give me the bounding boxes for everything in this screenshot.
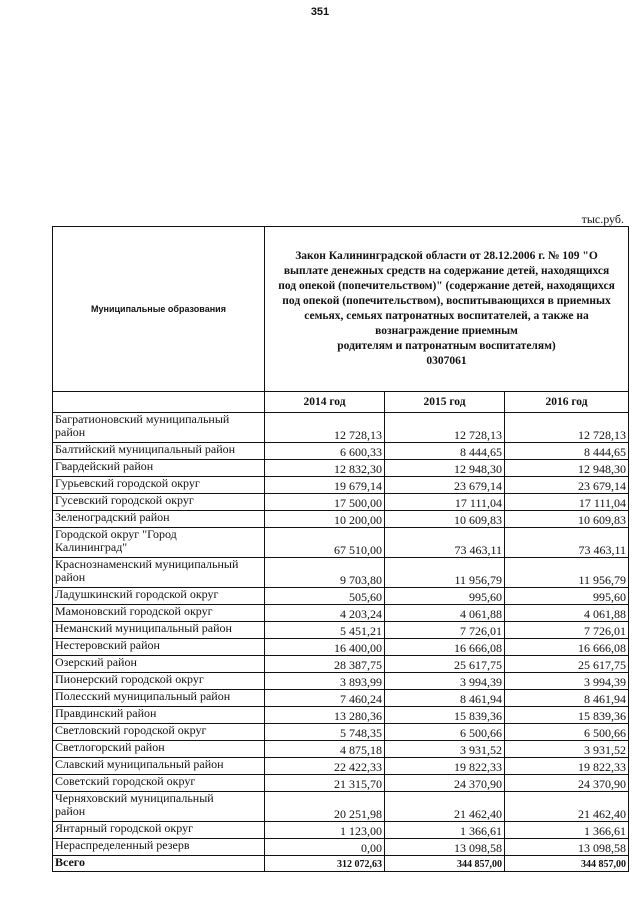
- value-2014: 12 832,30: [265, 460, 385, 477]
- value-2015: 995,60: [385, 588, 505, 605]
- municipality-name: [53, 822, 265, 839]
- municipality-name: [53, 494, 265, 511]
- value-2015: 13 098,58: [385, 839, 505, 856]
- value-2015: 10 609,83: [385, 511, 505, 528]
- value-2015: 8 444,65: [385, 443, 505, 460]
- value-2014: 9 703,80: [265, 558, 385, 588]
- value-2016: 8 461,94: [505, 690, 629, 707]
- table-row: [53, 477, 629, 494]
- table-row: [53, 724, 629, 741]
- value-2016: 16 666,08: [505, 639, 629, 656]
- value-2014: 13 280,36: [265, 707, 385, 724]
- value-2015: 17 111,04: [385, 494, 505, 511]
- value-2015: 25 617,75: [385, 656, 505, 673]
- table-row: [53, 839, 629, 856]
- value-2016: 12 728,13: [505, 413, 629, 443]
- municipality-name: [53, 673, 265, 690]
- municipality-name-line: район: [55, 570, 86, 584]
- value-2015: 21 462,40: [385, 792, 505, 822]
- table-row: [53, 656, 629, 673]
- value-2016: 3 931,52: [505, 741, 629, 758]
- value-2014: 67 510,00: [265, 528, 385, 558]
- value-2014: 22 422,33: [265, 758, 385, 775]
- table-row: [53, 775, 629, 792]
- value-2015: 4 061,88: [385, 605, 505, 622]
- municipality-name-line: Багратионовский муниципальный: [55, 412, 230, 426]
- table-header-row: [53, 227, 629, 392]
- municipality-name-line: Гвардейский район: [55, 459, 154, 473]
- value-2015: 8 461,94: [385, 690, 505, 707]
- value-2016: 995,60: [505, 588, 629, 605]
- value-2016: 1 366,61: [505, 822, 629, 839]
- table-row: [53, 792, 629, 822]
- municipality-name: [53, 477, 265, 494]
- value-2014: 4 203,24: [265, 605, 385, 622]
- municipality-name-line: Нестеровский район: [55, 638, 160, 652]
- value-2015: 23 679,14: [385, 477, 505, 494]
- law-column-header: [265, 227, 629, 392]
- law-code: 0307061: [426, 355, 467, 367]
- municipality-name: [53, 511, 265, 528]
- municipality-name-line: Черняховский муниципальный: [55, 791, 214, 805]
- law-line: под опекой (попечительством), воспитывающихся в приемных: [282, 295, 611, 307]
- value-2016: 12 948,30: [505, 460, 629, 477]
- value-2014: 16 400,00: [265, 639, 385, 656]
- value-2016: 23 679,14: [505, 477, 629, 494]
- page-number: 351: [310, 6, 330, 18]
- value-2014: 1 123,00: [265, 822, 385, 839]
- value-2015: 19 822,33: [385, 758, 505, 775]
- value-2016: 73 463,11: [505, 528, 629, 558]
- municipality-name-line: район: [55, 804, 86, 818]
- value-2014: 505,60: [265, 588, 385, 605]
- value-2015: 11 956,79: [385, 558, 505, 588]
- law-line: Закон Калининградской области от 28.12.2006 г. № 109 "О: [295, 250, 598, 262]
- municipality-name: [53, 622, 265, 639]
- table-row: [53, 639, 629, 656]
- table-row: [53, 605, 629, 622]
- value-2015: 12 728,13: [385, 413, 505, 443]
- municipality-name-line: Славский муниципальный район: [55, 757, 224, 771]
- value-2014: 7 460,24: [265, 690, 385, 707]
- table-row: [53, 622, 629, 639]
- table-row: [53, 741, 629, 758]
- law-line: выплате денежных средств на содержание детей, находящихся: [283, 265, 610, 277]
- year-2014-header: 2014 год: [265, 392, 385, 413]
- municipality-name: [53, 605, 265, 622]
- law-line: родителям и патронатным воспитателям): [337, 340, 556, 352]
- value-2016: 19 822,33: [505, 758, 629, 775]
- value-2016: 25 617,75: [505, 656, 629, 673]
- year-2016-header: 2016 год: [505, 392, 629, 413]
- value-2015: 1 366,61: [385, 822, 505, 839]
- total-row: [53, 856, 629, 872]
- value-2015: 24 370,90: [385, 775, 505, 792]
- municipality-name: [53, 741, 265, 758]
- value-2015: 3 994,39: [385, 673, 505, 690]
- total-2016: 344 857,00: [505, 856, 629, 872]
- table-row: [53, 413, 629, 443]
- municipality-name: [53, 792, 265, 822]
- table-row: [53, 511, 629, 528]
- table-row: [53, 494, 629, 511]
- empty-header-cell: [53, 392, 265, 413]
- table-body: [53, 413, 629, 872]
- table-row: [53, 558, 629, 588]
- value-2016: 24 370,90: [505, 775, 629, 792]
- municipality-name-line: Янтарный городской округ: [55, 821, 193, 835]
- municipality-name-line: Неманский муниципальный район: [55, 621, 232, 635]
- value-2015: 7 726,01: [385, 622, 505, 639]
- value-2014: 3 893,99: [265, 673, 385, 690]
- municipality-name: [53, 775, 265, 792]
- table-row: [53, 460, 629, 477]
- law-line: семьях, семьях патронатных воспитателей, а также на: [304, 310, 589, 322]
- municipality-name-line: Зеленоградский район: [55, 510, 170, 524]
- table-row: [53, 822, 629, 839]
- municipality-name-line: Озерский район: [55, 655, 137, 669]
- municipality-name: [53, 690, 265, 707]
- municipality-name: [53, 639, 265, 656]
- municipality-name: [53, 724, 265, 741]
- value-2016: 13 098,58: [505, 839, 629, 856]
- total-label: Всего: [53, 856, 265, 872]
- value-2014: 5 451,21: [265, 622, 385, 639]
- municipality-name: [53, 707, 265, 724]
- value-2014: 21 315,70: [265, 775, 385, 792]
- value-2014: 12 728,13: [265, 413, 385, 443]
- units-label: тыс.руб.: [581, 212, 624, 226]
- value-2014: 10 200,00: [265, 511, 385, 528]
- municipality-name-line: Советский городской округ: [55, 774, 196, 788]
- law-line: под опекой (попечительством)" (содержание детей, находящихся: [278, 280, 615, 292]
- total-2014: 312 072,63: [265, 856, 385, 872]
- municipality-name-line: Калининград": [55, 540, 128, 554]
- value-2014: 0,00: [265, 839, 385, 856]
- municipality-name-line: район: [55, 425, 86, 439]
- value-2014: 28 387,75: [265, 656, 385, 673]
- municipality-name-line: Полесский муниципальный район: [55, 689, 231, 703]
- municipality-name: [53, 839, 265, 856]
- value-2016: 15 839,36: [505, 707, 629, 724]
- municipality-name: [53, 758, 265, 775]
- table-row: [53, 707, 629, 724]
- municipality-name-line: Светловский городской округ: [55, 723, 207, 737]
- table-row: [53, 673, 629, 690]
- value-2015: 16 666,08: [385, 639, 505, 656]
- value-2015: 6 500,66: [385, 724, 505, 741]
- municipality-name-line: Балтийский муниципальный район: [55, 442, 236, 456]
- table-row: [53, 528, 629, 558]
- value-2015: 15 839,36: [385, 707, 505, 724]
- value-2016: 17 111,04: [505, 494, 629, 511]
- municipality-name: [53, 528, 265, 558]
- municipality-name-line: Ладушкинский городской округ: [55, 587, 219, 601]
- law-line: вознаграждение приемным: [375, 325, 518, 337]
- value-2015: 73 463,11: [385, 528, 505, 558]
- value-2015: 3 931,52: [385, 741, 505, 758]
- total-2015: 344 857,00: [385, 856, 505, 872]
- municipality-name: [53, 656, 265, 673]
- municipality-name-line: Гурьевский городской округ: [55, 476, 200, 490]
- municipality-name-line: Правдинский район: [55, 706, 157, 720]
- municipality-name: [53, 413, 265, 443]
- value-2014: 19 679,14: [265, 477, 385, 494]
- year-header-row: [53, 392, 629, 413]
- table-row: [53, 690, 629, 707]
- municipality-name-line: Нераспределенный резерв: [55, 838, 190, 852]
- value-2016: 7 726,01: [505, 622, 629, 639]
- municipality-name: [53, 588, 265, 605]
- value-2016: 4 061,88: [505, 605, 629, 622]
- value-2016: 21 462,40: [505, 792, 629, 822]
- value-2016: 11 956,79: [505, 558, 629, 588]
- value-2014: 4 875,18: [265, 741, 385, 758]
- value-2014: 17 500,00: [265, 494, 385, 511]
- municipality-name-line: Городской округ "Город: [55, 527, 177, 541]
- municipality-name: [53, 460, 265, 477]
- value-2016: 10 609,83: [505, 511, 629, 528]
- value-2014: 20 251,98: [265, 792, 385, 822]
- municipality-name-line: Краснознаменский муниципальный: [55, 557, 239, 571]
- municipality-name-line: Мамоновский городской округ: [55, 604, 213, 618]
- municipality-name-line: Гусевский городской округ: [55, 493, 194, 507]
- table-row: [53, 588, 629, 605]
- table-row: [53, 758, 629, 775]
- value-2016: 6 500,66: [505, 724, 629, 741]
- value-2014: 6 600,33: [265, 443, 385, 460]
- value-2015: 12 948,30: [385, 460, 505, 477]
- year-2015-header: 2015 год: [385, 392, 505, 413]
- municipalities-column-header: Муниципальные образования: [53, 227, 265, 392]
- value-2016: 8 444,65: [505, 443, 629, 460]
- municipality-name-line: Светлогорский район: [55, 740, 165, 754]
- table-row: [53, 443, 629, 460]
- subsidy-table: [52, 226, 629, 872]
- value-2014: 5 748,35: [265, 724, 385, 741]
- municipality-name-line: Пионерский городской округ: [55, 672, 204, 686]
- municipality-name: [53, 558, 265, 588]
- municipality-name: [53, 443, 265, 460]
- value-2016: 3 994,39: [505, 673, 629, 690]
